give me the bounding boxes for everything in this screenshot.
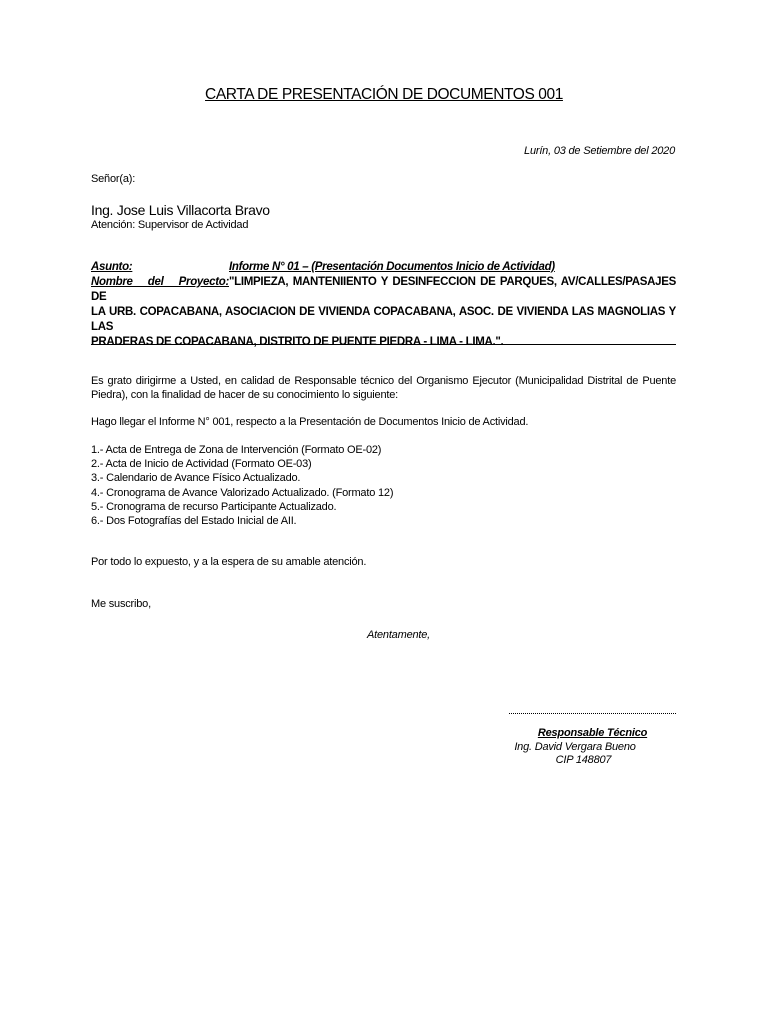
- subject-value: Informe N° 01 – (Presentación Documentos Inicio de Actividad): [229, 261, 555, 273]
- salutation: Señor(a):: [91, 173, 136, 185]
- subject-label: Asunto:: [91, 261, 133, 273]
- recipient-name: Ing. Jose Luis Villacorta Bravo: [91, 202, 270, 218]
- signature-line: [509, 713, 676, 714]
- project-text-3: PRADERAS DE COPACABANA, DISTRITO DE PUENTE PIEDRA - LIMA - LIMA.".: [91, 336, 504, 348]
- document-title: CARTA DE PRESENTACIÓN DE DOCUMENTOS 001: [205, 86, 563, 103]
- intro-line-2: Piedra), con la finalidad de hacer de su conocimiento lo siguiente:: [91, 389, 399, 401]
- closing-paragraph: Por todo lo expuesto, y a la espera de su amable atención.: [91, 556, 367, 568]
- document-list: [91, 443, 393, 528]
- list-item: 4.- Cronograma de Avance Valorizado Actualizado. (Formato 12): [91, 486, 394, 499]
- closing-salutation: Atentamente,: [367, 629, 431, 641]
- list-item: 6.- Dos Fotografías del Estado Inicial de AII.: [91, 515, 297, 528]
- intro-paragraph: [91, 374, 676, 402]
- signer-role: Responsable Técnico: [537, 727, 648, 739]
- subject-line: [91, 260, 676, 275]
- subject-block: [91, 260, 676, 350]
- list-item: 1.- Acta de Entrega de Zona de Intervención (Formato OE-02): [91, 444, 382, 456]
- report-paragraph: Hago llegar el Informe N° 001, respecto a la Presentación de Documentos Inicio de Actividad.: [91, 416, 529, 428]
- intro-line-1: Es grato dirigirme a Usted, en calidad de Responsable técnico del Organismo Ejecutor (Municipalidad Distrital de Puente: [91, 375, 676, 387]
- list-item: 3.- Calendario de Avance Físico Actualizado.: [91, 472, 301, 485]
- project-label: Nombre del Proyecto:: [91, 276, 229, 288]
- signer-cip: CIP 148807: [555, 754, 612, 766]
- recipient-attention: Atención: Supervisor de Actividad: [91, 219, 249, 231]
- list-item: 5.- Cronograma de recurso Participante Actualizado.: [91, 500, 337, 513]
- sign-off: Me suscribo,: [91, 598, 151, 610]
- project-text-1: "LIMPIEZA, MANTENIIENTO Y DESINFECCION DE PARQUES, AV/CALLES/PASAJES DE: [91, 276, 676, 303]
- place-date: Lurín, 03 de Setiembre del 2020: [524, 145, 675, 157]
- project-text-2: LA URB. COPACABANA, ASOCIACION DE VIVIENDA COPACABANA, ASOC. DE VIVIENDA LAS MAGNOLIAS Y LAS: [91, 306, 676, 333]
- project-line-1: [91, 275, 676, 305]
- separator-line: [91, 344, 676, 345]
- list-item: 2.- Acta de Inicio de Actividad (Formato OE-03): [91, 458, 312, 471]
- signer-name: Ing. David Vergara Bueno: [514, 741, 636, 753]
